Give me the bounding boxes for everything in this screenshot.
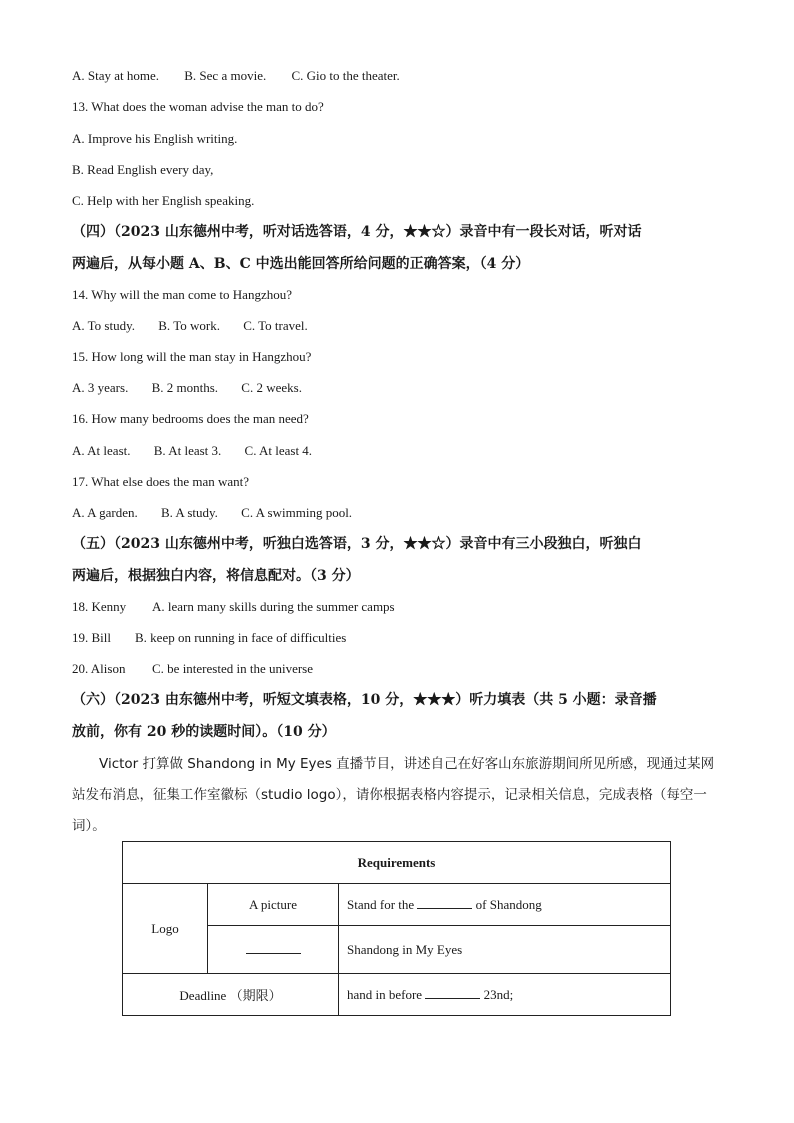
q16-option-a: A. At least. <box>72 443 131 458</box>
picture-label: A picture <box>208 884 339 926</box>
deadline-text-after: 23nd; <box>483 987 514 1002</box>
q13-option-a: A. Improve his English writing. <box>72 131 238 146</box>
q15-option-b: B. 2 months. <box>151 380 219 395</box>
q17-option-a: A. A garden. <box>72 505 138 520</box>
q12-option-c: C. Gio to the theater. <box>291 68 400 83</box>
section6-heading-line1: （六）（2023 由东德州中考，听短文填表格，10 分，★★★）听力填表（共 5 小题：录音播 <box>72 692 657 708</box>
intro-paragraph <box>72 749 752 842</box>
section6-heading-line2: 放前，你有 20 秒的读题时间）。（10 分） <box>72 724 336 740</box>
q17-options <box>72 505 352 521</box>
q13-option-c: C. Help with her English speaking. <box>72 193 255 208</box>
picture-text-after: of Shandong <box>475 897 542 912</box>
q14-option-a: A. To study. <box>72 318 136 333</box>
q17-option-b: B. A study. <box>160 505 218 520</box>
q14-question: 14. Why will the man come to Hangzhou? <box>72 287 292 302</box>
blank-field-2[interactable] <box>246 941 301 954</box>
matching-option: B. keep on running in face of difficulties <box>135 630 347 645</box>
blank-field-1[interactable] <box>417 896 472 909</box>
picture-text-before: Stand for the <box>347 897 415 912</box>
q16-question: 16. How many bedrooms does the man need? <box>72 411 309 426</box>
matching-option: A. learn many skills during the summer camps <box>152 599 395 614</box>
q14-options <box>72 318 308 334</box>
section4-heading-line1: （四）（2023 山东德州中考，听对话选答语，4 分，★★☆）录音中有一段长对话，听对话 <box>72 224 642 240</box>
table-header: Requirements <box>123 842 671 884</box>
blank-field-3[interactable] <box>425 986 480 999</box>
deadline-description <box>339 974 671 1016</box>
q12-option-a: A. Stay at home. <box>72 68 160 83</box>
intro-line2: 站发布消息，征集工作室徽标（studio logo），请你根据表格内容提示，记录相关信息，完成表格（每空一 <box>72 787 707 803</box>
section5-heading-line2: 两遍后，根据独白内容，将信息配对。（3 分） <box>72 568 360 584</box>
intro-line3: 词）。 <box>72 818 106 834</box>
q15-option-a: A. 3 years. <box>72 380 129 395</box>
section4-heading-line2: 两遍后，从每小题 A、B、C 中选出能回答所给问题的正确答案，（4 分） <box>72 256 530 272</box>
q16-option-b: B. At least 3. <box>153 443 222 458</box>
intro-line1: Victor 打算做 Shandong in My Eyes 直播节目，讲述自己在好客山东旅游期间所见所感，现通过某网 <box>99 756 715 772</box>
matching-name: 20. Alison <box>72 661 126 676</box>
section5-heading-line1: （五）（2023 山东德州中考，听独白选答语，3 分，★★☆）录音中有三小段独白，听独白 <box>72 536 642 552</box>
q14-option-c: C. To travel. <box>243 318 308 333</box>
q17-option-c: C. A swimming pool. <box>241 505 353 520</box>
row2-text: Shandong in My Eyes <box>339 926 671 974</box>
matching-name: 18. Kenny <box>72 599 127 614</box>
q13-option-b: B. Read English every day, <box>72 162 214 177</box>
picture-description <box>339 884 671 926</box>
row2-blank-cell <box>208 926 339 974</box>
requirements-table <box>122 841 671 1016</box>
matching-row-18 <box>72 599 395 615</box>
deadline-text-before: hand in before <box>347 987 423 1002</box>
q15-option-c: C. 2 weeks. <box>241 380 302 395</box>
logo-label: Logo <box>123 884 208 974</box>
matching-name: 19. Bill <box>72 630 112 645</box>
q17-question: 17. What else does the man want? <box>72 474 250 489</box>
matching-option: C. be interested in the universe <box>152 661 314 676</box>
q15-options <box>72 380 302 396</box>
q16-options <box>72 443 312 459</box>
q15-question: 15. How long will the man stay in Hangzhou? <box>72 349 312 364</box>
q13-question: 13. What does the woman advise the man to do? <box>72 99 324 114</box>
q14-option-b: B. To work. <box>158 318 220 333</box>
matching-row-19 <box>72 630 346 646</box>
matching-row-20 <box>72 661 313 677</box>
deadline-label: Deadline （期限） <box>123 974 339 1016</box>
q12-options <box>72 68 400 84</box>
q16-option-c: C. At least 4. <box>244 443 313 458</box>
q12-option-b: B. Sec a movie. <box>184 68 267 83</box>
